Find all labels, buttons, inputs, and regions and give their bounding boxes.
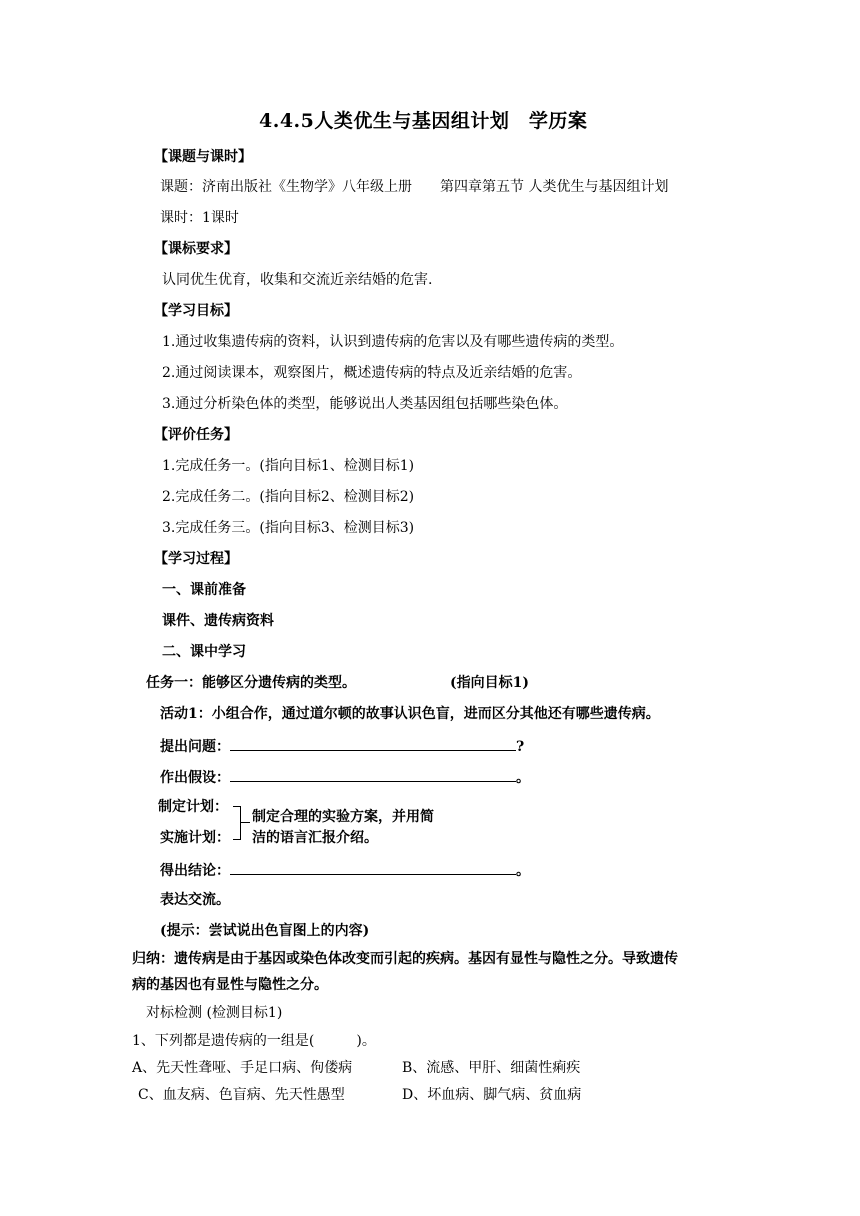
period-line: 课时：1课时	[160, 210, 239, 226]
hint-text: (提示：尝试说出色盲图上的内容)	[160, 923, 370, 939]
hypothesis-end: 。	[516, 770, 530, 786]
option-d: D、坏血病、脚气病、贫血病	[402, 1087, 582, 1103]
option-b: B、流感、甲肝、细菌性痢疾	[402, 1060, 581, 1076]
objective-item: 3.通过分析染色体的类型，能够说出人类基因组包括哪些染色体。	[162, 396, 568, 412]
hypothesis-row	[160, 767, 530, 787]
express-communicate: 表达交流。	[160, 892, 230, 908]
heading-topic-period: 【课题与课时】	[154, 149, 252, 165]
evaluation-item: 1.完成任务一。(指向目标1、检测目标1)	[162, 458, 415, 474]
question-label: 提出问题：	[160, 739, 230, 755]
conclusion-end: 。	[516, 863, 530, 879]
heading-curriculum-requirements: 【课标要求】	[154, 241, 238, 257]
check-heading: 对标检测 (检测目标1)	[146, 1005, 283, 1021]
objective-item: 2.通过阅读课本，观察图片，概述遗传病的特点及近亲结婚的危害。	[162, 365, 582, 381]
activity-one: 活动1：小组合作，通过道尔顿的故事认识色盲，进而区分其他还有哪些遗传病。	[160, 706, 660, 722]
task-one-target: (指向目标1)	[450, 675, 529, 691]
hypothesis-label: 作出假设：	[160, 770, 230, 786]
summary-line2: 病的基因也有显性与隐性之分。	[132, 977, 328, 993]
hypothesis-blank[interactable]	[230, 767, 516, 782]
pre-class-materials: 课件、遗传病资料	[162, 613, 274, 629]
option-a: A、先天性聋哑、手足口病、佝偻病	[132, 1060, 353, 1076]
conclusion-blank[interactable]	[230, 860, 516, 875]
document-title: 4.4.5人类优生与基因组计划 学历案	[259, 110, 588, 132]
summary-line1: 归纳：遗传病是由于基因或染色体改变而引起的疾病。基因有显性与隐性之分。导致遗传	[132, 951, 678, 967]
part-in-class: 二、课中学习	[162, 644, 246, 660]
plan-brace-tick	[240, 822, 250, 823]
question-row	[160, 736, 524, 756]
plan-description-line1: 制定合理的实验方案，并用简	[252, 809, 434, 825]
evaluation-item: 3.完成任务三。(指向目标3、检测目标3)	[162, 520, 415, 536]
question-mark: ?	[516, 739, 525, 755]
heading-evaluation-tasks: 【评价任务】	[154, 427, 238, 443]
topic-line: 课题：济南出版社《生物学》八年级上册 第四章第五节 人类优生与基因组计划	[160, 179, 669, 195]
evaluation-item: 2.完成任务二。(指向目标2、检测目标2)	[162, 489, 415, 505]
heading-learning-process: 【学习过程】	[154, 551, 238, 567]
task-one-title: 任务一：能够区分遗传病的类型。	[146, 675, 356, 691]
plan-description-line2: 洁的语言汇报介绍。	[252, 830, 378, 846]
curriculum-line: 认同优生优育，收集和交流近亲结婚的危害.	[162, 272, 433, 288]
option-c: C、血友病、色盲病、先天性愚型	[138, 1087, 345, 1103]
objective-item: 1.通过收集遗传病的资料，认识到遗传病的危害以及有哪些遗传病的类型。	[162, 334, 624, 350]
question-one: 1、下列都是遗传病的一组是( )。	[132, 1033, 376, 1049]
conclusion-label: 得出结论：	[160, 863, 230, 879]
implement-label: 实施计划：	[160, 830, 230, 846]
plan-label: 制定计划：	[158, 799, 228, 815]
conclusion-row	[160, 860, 530, 880]
heading-learning-objectives: 【学习目标】	[154, 303, 238, 319]
plan-brace	[233, 806, 241, 840]
question-blank[interactable]	[230, 736, 516, 751]
part-pre-class: 一、课前准备	[162, 582, 246, 598]
